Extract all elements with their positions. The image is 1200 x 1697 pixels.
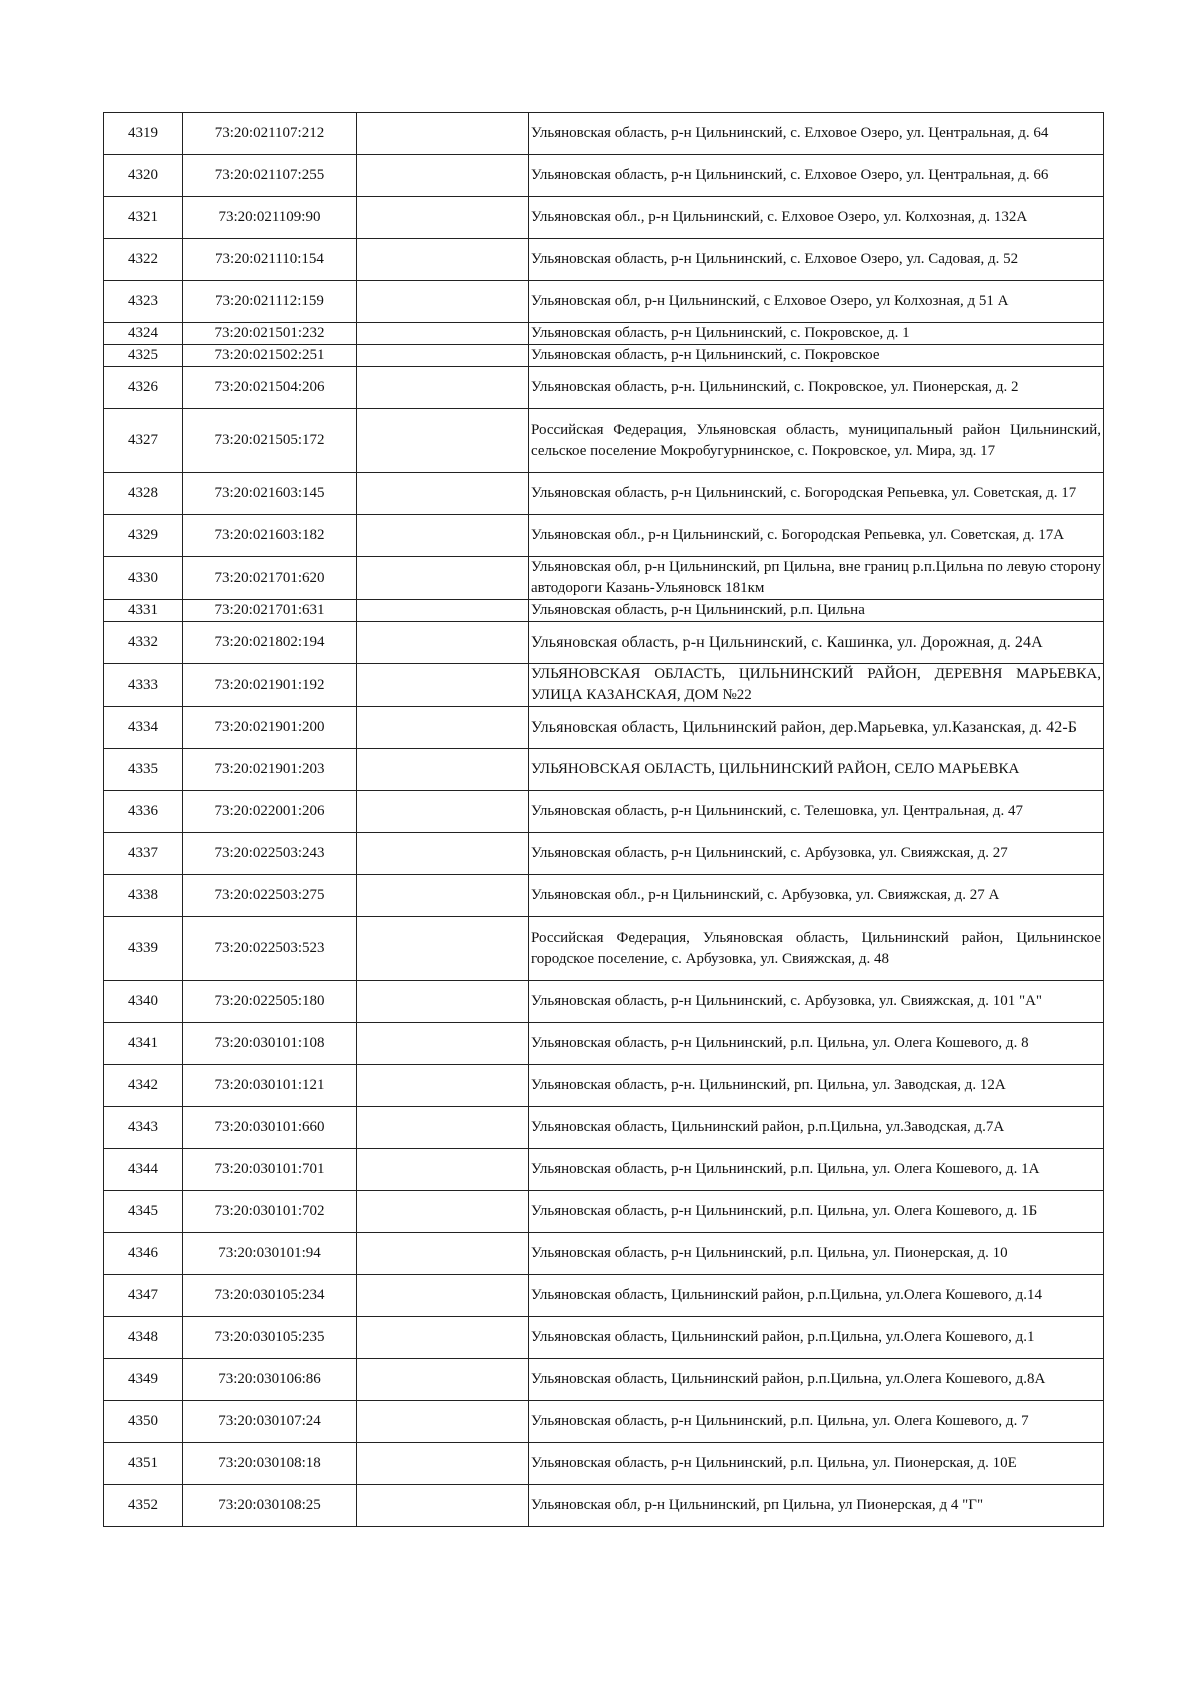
cadastral-number-cell: 73:20:030101:94 xyxy=(183,1233,357,1275)
address-cell: Ульяновская область, Цильнинский район, р.п.Цильна, ул.Олега Кошевого, д.14 xyxy=(529,1275,1104,1317)
table-row xyxy=(104,113,1104,155)
row-number-cell: 4321 xyxy=(104,197,183,239)
address-cell: Ульяновская область, Цильнинский район, р.п.Цильна, ул.Олега Кошевого, д.1 xyxy=(529,1317,1104,1359)
table-row xyxy=(104,1359,1104,1401)
empty-cell xyxy=(357,409,529,473)
empty-cell xyxy=(357,791,529,833)
empty-cell xyxy=(357,345,529,367)
table-row xyxy=(104,197,1104,239)
cadastral-number-cell: 73:20:022503:243 xyxy=(183,833,357,875)
cadastral-number-cell: 73:20:030101:108 xyxy=(183,1023,357,1065)
cadastral-number-cell: 73:20:021107:255 xyxy=(183,155,357,197)
address-cell: Ульяновская обл, р-н Цильнинский, рп Цильна, ул Пионерская, д 4 "Г" xyxy=(529,1485,1104,1527)
address-cell: Ульяновская область, р-н Цильнинский, с. Елховое Озеро, ул. Садовая, д. 52 xyxy=(529,239,1104,281)
row-number-cell: 4326 xyxy=(104,367,183,409)
row-number-cell: 4350 xyxy=(104,1401,183,1443)
row-number-cell: 4333 xyxy=(104,664,183,707)
address-cell: Российская Федерация, Ульяновская область, Цильнинский район, Цильнинское городское поселение, с. Арбузовка, ул. Свияжская, д. 48 xyxy=(529,917,1104,981)
empty-cell xyxy=(357,557,529,600)
empty-cell xyxy=(357,473,529,515)
address-cell: Ульяновская обл., р-н Цильнинский, с. Арбузовка, ул. Свияжская, д. 27 А xyxy=(529,875,1104,917)
table-row xyxy=(104,791,1104,833)
address-cell: Ульяновская область, р-н Цильнинский, с. Кашинка, ул. Дорожная, д. 24А xyxy=(529,622,1104,664)
table-row xyxy=(104,833,1104,875)
table-row xyxy=(104,515,1104,557)
cadastral-number-cell: 73:20:021112:159 xyxy=(183,281,357,323)
row-number-cell: 4330 xyxy=(104,557,183,600)
cadastral-number-cell: 73:20:030101:121 xyxy=(183,1065,357,1107)
row-number-cell: 4336 xyxy=(104,791,183,833)
row-number-cell: 4329 xyxy=(104,515,183,557)
empty-cell xyxy=(357,113,529,155)
row-number-cell: 4348 xyxy=(104,1317,183,1359)
cadastral-number-cell: 73:20:021107:212 xyxy=(183,113,357,155)
empty-cell xyxy=(357,515,529,557)
row-number-cell: 4340 xyxy=(104,981,183,1023)
cadastral-number-cell: 73:20:022001:206 xyxy=(183,791,357,833)
empty-cell xyxy=(357,1065,529,1107)
cadastral-number-cell: 73:20:021109:90 xyxy=(183,197,357,239)
address-cell: Ульяновская обл, р-н Цильнинский, с Елховое Озеро, ул Колхозная, д 51 А xyxy=(529,281,1104,323)
cadastral-number-cell: 73:20:030101:660 xyxy=(183,1107,357,1149)
cadastral-number-cell: 73:20:021502:251 xyxy=(183,345,357,367)
table-row xyxy=(104,1275,1104,1317)
address-cell: Ульяновская область, Цильнинский район, р.п.Цильна, ул.Заводская, д.7А xyxy=(529,1107,1104,1149)
table-row xyxy=(104,409,1104,473)
address-cell: Ульяновская область, р-н Цильнинский, с. Телешовка, ул. Центральная, д. 47 xyxy=(529,791,1104,833)
address-cell: Ульяновская область, р-н Цильнинский, р.п. Цильна, ул. Олега Кошевого, д. 7 xyxy=(529,1401,1104,1443)
address-cell: Ульяновская область, р-н Цильнинский, р.п. Цильна, ул. Олега Кошевого, д. 1Б xyxy=(529,1191,1104,1233)
empty-cell xyxy=(357,239,529,281)
address-cell: Ульяновская область, Цильнинский район, р.п.Цильна, ул.Олега Кошевого, д.8А xyxy=(529,1359,1104,1401)
table-row xyxy=(104,1317,1104,1359)
empty-cell xyxy=(357,622,529,664)
cadastral-number-cell: 73:20:021505:172 xyxy=(183,409,357,473)
row-number-cell: 4325 xyxy=(104,345,183,367)
registry-table-body xyxy=(104,113,1104,1527)
row-number-cell: 4331 xyxy=(104,600,183,622)
row-number-cell: 4338 xyxy=(104,875,183,917)
empty-cell xyxy=(357,1485,529,1527)
address-cell: Ульяновская область, р-н. Цильнинский, с. Покровское, ул. Пионерская, д. 2 xyxy=(529,367,1104,409)
row-number-cell: 4341 xyxy=(104,1023,183,1065)
cadastral-number-cell: 73:20:021603:145 xyxy=(183,473,357,515)
cadastral-number-cell: 73:20:030101:702 xyxy=(183,1191,357,1233)
empty-cell xyxy=(357,197,529,239)
address-cell: Ульяновская область, р-н Цильнинский, с. Елховое Озеро, ул. Центральная, д. 66 xyxy=(529,155,1104,197)
table-row xyxy=(104,1401,1104,1443)
cadastral-number-cell: 73:20:030108:25 xyxy=(183,1485,357,1527)
address-cell: Ульяновская обл., р-н Цильнинский, с. Богородская Репьевка, ул. Советская, д. 17А xyxy=(529,515,1104,557)
table-row xyxy=(104,1107,1104,1149)
empty-cell xyxy=(357,367,529,409)
address-cell: Ульяновская обл, р-н Цильнинский, рп Цильна, вне границ р.п.Цильна по левую сторону автодороги Казань-Ульяновск 181км xyxy=(529,557,1104,600)
row-number-cell: 4335 xyxy=(104,749,183,791)
row-number-cell: 4345 xyxy=(104,1191,183,1233)
address-cell: Ульяновская область, Цильнинский район, дер.Марьевка, ул.Казанская, д. 42-Б xyxy=(529,707,1104,749)
address-cell: Ульяновская область, р-н Цильнинский, с. Арбузовка, ул. Свияжская, д. 101 "А" xyxy=(529,981,1104,1023)
property-registry-table xyxy=(103,112,1104,1527)
table-row xyxy=(104,1023,1104,1065)
cadastral-number-cell: 73:20:021901:192 xyxy=(183,664,357,707)
empty-cell xyxy=(357,323,529,345)
address-cell: Ульяновская область, р-н Цильнинский, с. Елховое Озеро, ул. Центральная, д. 64 xyxy=(529,113,1104,155)
table-row xyxy=(104,749,1104,791)
cadastral-number-cell: 73:20:021701:631 xyxy=(183,600,357,622)
address-cell: Ульяновская область, р-н Цильнинский, р.п. Цильна, ул. Олега Кошевого, д. 8 xyxy=(529,1023,1104,1065)
empty-cell xyxy=(357,1149,529,1191)
empty-cell xyxy=(357,1401,529,1443)
row-number-cell: 4339 xyxy=(104,917,183,981)
table-row xyxy=(104,622,1104,664)
table-row xyxy=(104,1443,1104,1485)
empty-cell xyxy=(357,833,529,875)
table-row xyxy=(104,323,1104,345)
empty-cell xyxy=(357,155,529,197)
table-row xyxy=(104,1065,1104,1107)
row-number-cell: 4320 xyxy=(104,155,183,197)
row-number-cell: 4327 xyxy=(104,409,183,473)
table-row xyxy=(104,345,1104,367)
address-cell: Ульяновская область, р-н Цильнинский, с. Покровское xyxy=(529,345,1104,367)
table-row xyxy=(104,1149,1104,1191)
row-number-cell: 4352 xyxy=(104,1485,183,1527)
address-cell: Ульяновская обл., р-н Цильнинский, с. Елховое Озеро, ул. Колхозная, д. 132А xyxy=(529,197,1104,239)
table-row xyxy=(104,367,1104,409)
table-row xyxy=(104,981,1104,1023)
table-row xyxy=(104,557,1104,600)
cadastral-number-cell: 73:20:022503:523 xyxy=(183,917,357,981)
empty-cell xyxy=(357,707,529,749)
table-row xyxy=(104,1191,1104,1233)
cadastral-number-cell: 73:20:030105:234 xyxy=(183,1275,357,1317)
cadastral-number-cell: 73:20:030106:86 xyxy=(183,1359,357,1401)
address-cell: Ульяновская область, р-н Цильнинский, с. Богородская Репьевка, ул. Советская, д. 17 xyxy=(529,473,1104,515)
row-number-cell: 4347 xyxy=(104,1275,183,1317)
empty-cell xyxy=(357,917,529,981)
empty-cell xyxy=(357,981,529,1023)
cadastral-number-cell: 73:20:030105:235 xyxy=(183,1317,357,1359)
table-row xyxy=(104,473,1104,515)
empty-cell xyxy=(357,1023,529,1065)
empty-cell xyxy=(357,1317,529,1359)
address-cell: Ульяновская область, р-н Цильнинский, с. Покровское, д. 1 xyxy=(529,323,1104,345)
empty-cell xyxy=(357,1275,529,1317)
table-row xyxy=(104,1485,1104,1527)
cadastral-number-cell: 73:20:030108:18 xyxy=(183,1443,357,1485)
row-number-cell: 4322 xyxy=(104,239,183,281)
address-cell: Ульяновская область, р-н Цильнинский, р.п. Цильна xyxy=(529,600,1104,622)
empty-cell xyxy=(357,1233,529,1275)
row-number-cell: 4323 xyxy=(104,281,183,323)
row-number-cell: 4324 xyxy=(104,323,183,345)
table-row xyxy=(104,875,1104,917)
cadastral-number-cell: 73:20:021504:206 xyxy=(183,367,357,409)
table-row xyxy=(104,1233,1104,1275)
cadastral-number-cell: 73:20:021802:194 xyxy=(183,622,357,664)
empty-cell xyxy=(357,664,529,707)
address-cell: Российская Федерация, Ульяновская область, муниципальный район Цильнинский, сельское поселение Мокробугурнинское, с. Покровское, ул. Мира, зд. 17 xyxy=(529,409,1104,473)
row-number-cell: 4342 xyxy=(104,1065,183,1107)
table-row xyxy=(104,707,1104,749)
address-cell: УЛЬЯНОВСКАЯ ОБЛАСТЬ, ЦИЛЬНИНСКИЙ РАЙОН, СЕЛО МАРЬЕВКА xyxy=(529,749,1104,791)
address-cell: Ульяновская область, р-н Цильнинский, р.п. Цильна, ул. Пионерская, д. 10Е xyxy=(529,1443,1104,1485)
row-number-cell: 4351 xyxy=(104,1443,183,1485)
cadastral-number-cell: 73:20:022505:180 xyxy=(183,981,357,1023)
empty-cell xyxy=(357,875,529,917)
address-cell: Ульяновская область, р-н. Цильнинский, рп. Цильна, ул. Заводская, д. 12А xyxy=(529,1065,1104,1107)
row-number-cell: 4344 xyxy=(104,1149,183,1191)
row-number-cell: 4346 xyxy=(104,1233,183,1275)
address-cell: УЛЬЯНОВСКАЯ ОБЛАСТЬ, ЦИЛЬНИНСКИЙ РАЙОН, ДЕРЕВНЯ МАРЬЕВКА, УЛИЦА КАЗАНСКАЯ, ДОМ №22 xyxy=(529,664,1104,707)
empty-cell xyxy=(357,1359,529,1401)
empty-cell xyxy=(357,600,529,622)
address-cell: Ульяновская область, р-н Цильнинский, р.п. Цильна, ул. Пионерская, д. 10 xyxy=(529,1233,1104,1275)
table-row xyxy=(104,239,1104,281)
empty-cell xyxy=(357,1443,529,1485)
cadastral-number-cell: 73:20:021603:182 xyxy=(183,515,357,557)
cadastral-number-cell: 73:20:021110:154 xyxy=(183,239,357,281)
cadastral-number-cell: 73:20:021901:200 xyxy=(183,707,357,749)
cadastral-number-cell: 73:20:022503:275 xyxy=(183,875,357,917)
empty-cell xyxy=(357,1107,529,1149)
empty-cell xyxy=(357,749,529,791)
cadastral-number-cell: 73:20:030107:24 xyxy=(183,1401,357,1443)
cadastral-number-cell: 73:20:021501:232 xyxy=(183,323,357,345)
empty-cell xyxy=(357,281,529,323)
table-row xyxy=(104,155,1104,197)
empty-cell xyxy=(357,1191,529,1233)
row-number-cell: 4334 xyxy=(104,707,183,749)
row-number-cell: 4343 xyxy=(104,1107,183,1149)
row-number-cell: 4328 xyxy=(104,473,183,515)
row-number-cell: 4337 xyxy=(104,833,183,875)
table-row xyxy=(104,600,1104,622)
cadastral-number-cell: 73:20:021901:203 xyxy=(183,749,357,791)
address-cell: Ульяновская область, р-н Цильнинский, с. Арбузовка, ул. Свияжская, д. 27 xyxy=(529,833,1104,875)
row-number-cell: 4319 xyxy=(104,113,183,155)
table-row xyxy=(104,281,1104,323)
row-number-cell: 4332 xyxy=(104,622,183,664)
table-row xyxy=(104,664,1104,707)
table-row xyxy=(104,917,1104,981)
address-cell: Ульяновская область, р-н Цильнинский, р.п. Цильна, ул. Олега Кошевого, д. 1А xyxy=(529,1149,1104,1191)
cadastral-number-cell: 73:20:030101:701 xyxy=(183,1149,357,1191)
cadastral-number-cell: 73:20:021701:620 xyxy=(183,557,357,600)
row-number-cell: 4349 xyxy=(104,1359,183,1401)
